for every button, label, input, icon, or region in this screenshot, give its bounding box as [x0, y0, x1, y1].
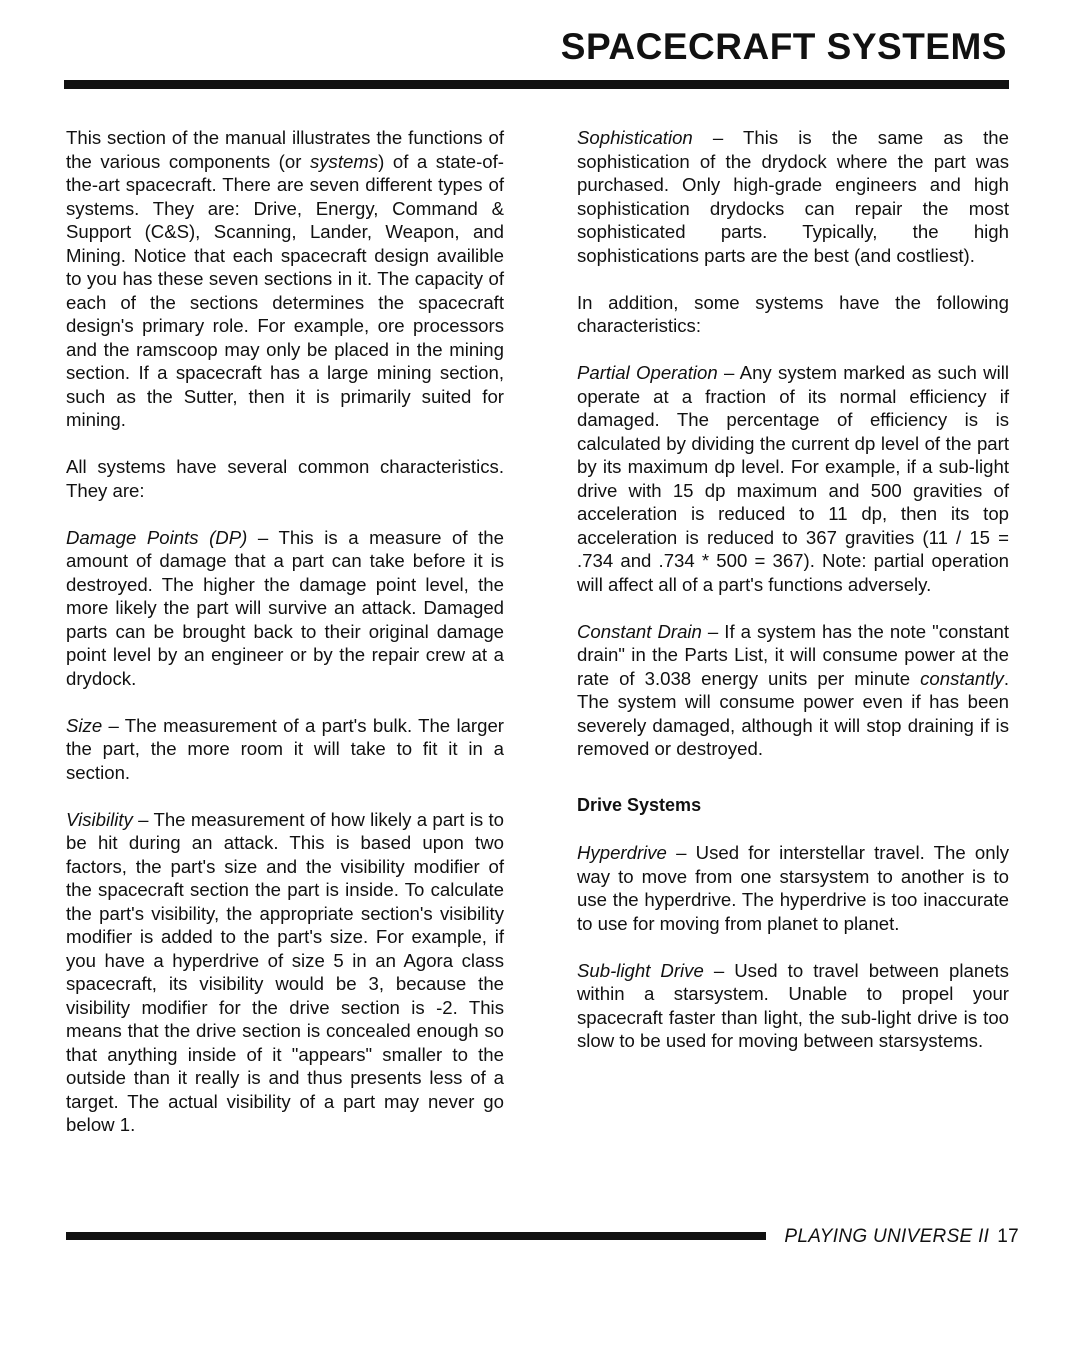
damage-term: Damage Points (DP) [66, 526, 248, 548]
drive-systems-heading: Drive Systems [577, 795, 702, 815]
drain-term: Constant Drain [577, 620, 702, 642]
size-text: – The measurement of a part's bulk. The larger the part, the more room it will take to fit it in a section. [66, 714, 504, 783]
footer-title: PLAYING UNIVERSE II [784, 1226, 990, 1247]
visibility-term: Visibility [66, 808, 133, 830]
hyperdrive-text: – Used for interstellar travel. The only way to move from one starsystem to another is to use the hyperdrive. The hyperdrive is too inaccurate to use for moving from planet to planet. [577, 842, 1009, 934]
hyperdrive-term: Hyperdrive [577, 842, 667, 863]
sublight-term: Sub-light Drive [577, 959, 704, 981]
sophistication-text: – This is the same as the sophistication of the drydock where the part was purchased. Only high-grade engineers and high sophistication drydocks can repair the most sophisticated parts. Typically, the high sophistications parts are the best (and costliest). [577, 127, 1009, 266]
common-paragraph: All systems have several common characteristics. They are: [66, 456, 504, 501]
hyperdrive-paragraph [577, 841, 1009, 935]
sublight-text: – Used to travel between planets within a starsystem. Unable to propel your spacecraft faster than light, the sub-light drive is too slow to be used for moving between starsystems. [577, 959, 1009, 1051]
visibility-paragraph [66, 808, 504, 1137]
drain-italic: constantly [920, 667, 1004, 689]
footer [784, 1226, 1019, 1248]
drain-paragraph [577, 620, 1009, 761]
addition-paragraph: In addition, some systems have the following characteristics: [577, 291, 1009, 336]
intro-text: This section of the manual illustrates the functions of the various components (or [66, 127, 504, 172]
page-title: SPACECRAFT SYSTEMS [560, 26, 1007, 67]
sublight-paragraph [577, 959, 1009, 1053]
top-rule [64, 80, 1009, 89]
partial-text: – Any system marked as such will operate at a fraction of its normal efficiency if damaged. The percentage of efficiency is is calculated by dividing the current dp level of the part by its maximum dp level. For example, if a sub-light drive with 15 dp maximum and 500 gravities of acceleration is reduced to 11 dp, then its top acceleration is reduced to 367 gravities (11 / 15 = .734 and .734 * 500 = 367). Note: partial operation will affect all of a part's functions adversely. [577, 362, 1010, 595]
bottom-rule [66, 1232, 766, 1240]
drain-text-a: – If a system has the note "constant drain" in the Parts List, it will consume power at the rate of 3.038 energy units per minute [577, 620, 1009, 689]
intro-paragraph [66, 126, 504, 432]
right-column [577, 126, 1009, 1076]
size-paragraph [66, 714, 504, 785]
drain-text-b: . The system will consume power even if has been severely damaged, although it will stop draining if is removed or destroyed. [577, 667, 1009, 759]
damage-paragraph [66, 526, 504, 691]
page-number: 17 [997, 1226, 1019, 1247]
sophistication-term: Sophistication [577, 127, 693, 148]
size-term: Size [66, 714, 103, 736]
intro-italic: systems [309, 150, 379, 172]
partial-paragraph [577, 361, 1009, 596]
damage-text: – This is a measure of the amount of damage that a part can take before it is destroyed. The higher the damage point level, the more likely the part will survive an attack. Damaged parts can be brought back to their original damage point level by an engineer or by the repair crew at a drydock. [66, 526, 504, 689]
sophistication-paragraph [577, 126, 1009, 267]
partial-term: Partial Operation [577, 362, 718, 383]
spacer [577, 784, 1009, 794]
left-column [66, 126, 504, 1160]
intro-rest: ) of a state-of-the-art spacecraft. There are seven different types of systems. They are: Drive, Energy, Command & Support (C&S), Scanning, Lander, Weapon, and Mining. Notice that each spacecraft design availible to you has these seven sections in it. The capacity of each of the sections determines the spacecraft design's primary role. For example, ore processors and the ramscoop may only be placed in the mining section. If a spacecraft has a large mining section, such as the Sutter, then it is primarily suited for mining. [66, 150, 504, 430]
visibility-text: – The measurement of how likely a part is to be hit during an attack. This is based upon two factors, the part's size and the visibility modifier of the spacecraft section the part is inside. To calculate the part's visibility, the appropriate section's visibility modifier is added to the part's size. For example, if you have a hyperdrive of size 5 in an Agora class spacecraft, its visibility would be 3, because the visibility modifier for the drive section is -2. This means that the drive section is concealed enough so that anything inside of it "appears" smaller to the outside than it really is and thus presents less of a target. The actual visibility of a part may never go below 1. [66, 808, 504, 1135]
